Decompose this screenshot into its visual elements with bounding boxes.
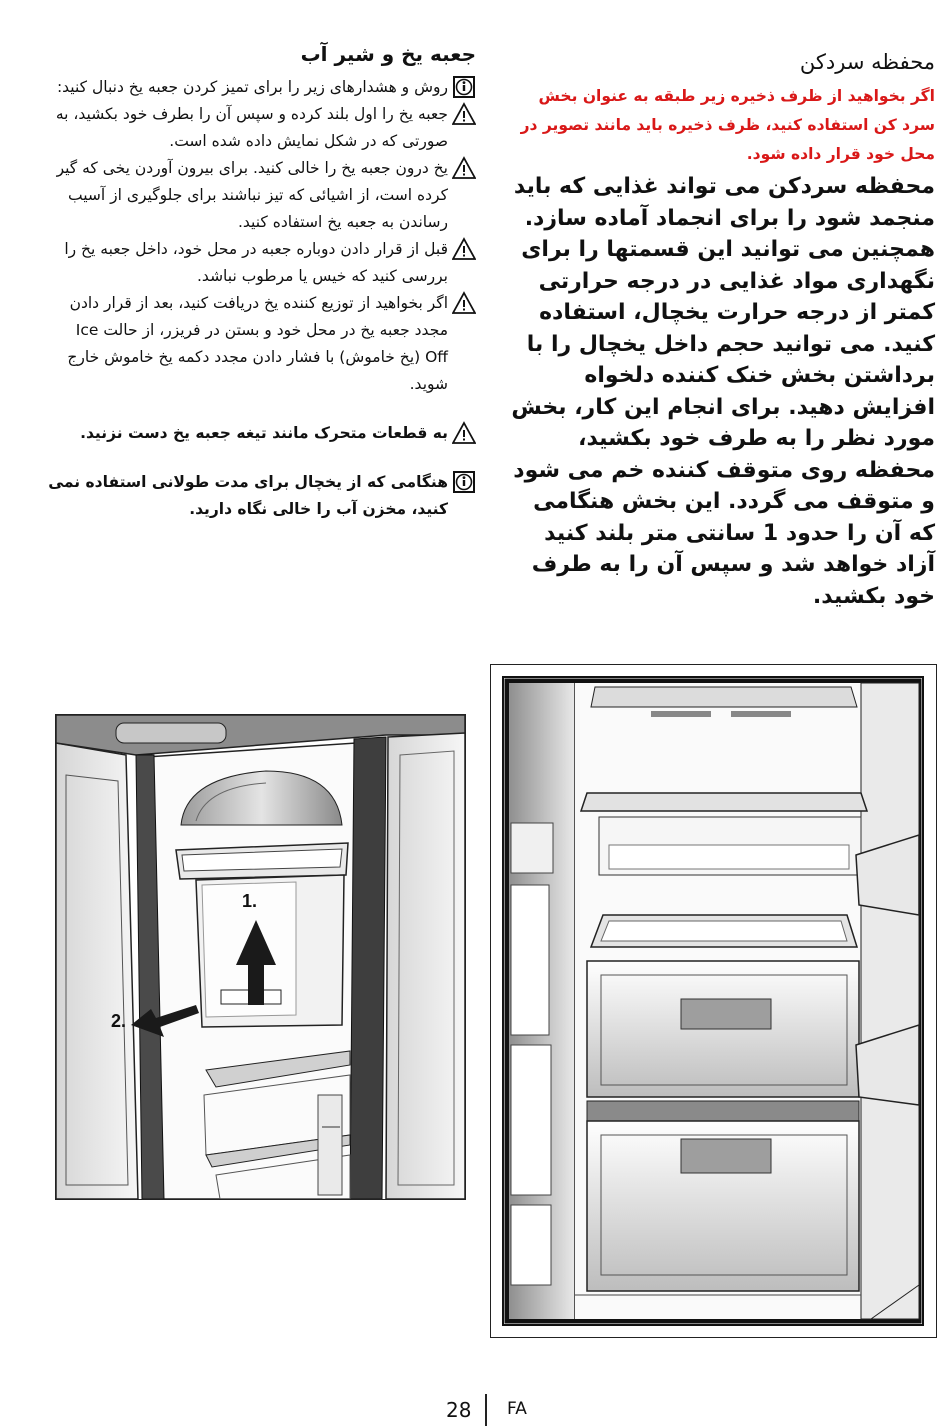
chiller-body: محفظه سردکن می تواند غذایی که باید منجمد شود را برای انجماد آماده سازد. همچنین می توانید این قسمتها را برای نگهداری مواد غذایی در درجه حرارتی کمتر از درجه حرارت یخچال، استفاده کنید. می توانید حجم داخل یخچال را با برداشتن بخش خنک کننده دلخواه افزایش دهید. برای انجام این کار، بخش مورد نظر را به طرف خود بکشید، محفظه روی متوقف کننده خم می شود و متوقف می گردد. این بخش هنگامی که آن را حدود 1 سانتی متر بلند کنید آزاد خواهد شد و سپس آن را به طرف خود بکشید. xyxy=(511,174,935,609)
warning-icon xyxy=(452,237,476,261)
footer-divider xyxy=(485,1394,487,1426)
warning-item xyxy=(48,420,476,447)
step-1-label: 1. xyxy=(242,891,258,911)
info-item xyxy=(48,469,476,523)
icebox-figure xyxy=(55,714,466,1200)
chiller-section xyxy=(505,50,935,612)
step-2-label: 2. xyxy=(111,1011,127,1031)
icebox-title: جعبه یخ و شیر آب xyxy=(300,42,476,66)
chiller-figure xyxy=(490,664,937,1338)
info-icon xyxy=(452,75,476,99)
page-number: 28 xyxy=(446,1398,472,1422)
info-item xyxy=(48,74,476,101)
warning-text: قبل از قرار دادن دوباره جعبه در محل خود، داخل جعبه یخ را بررسی کنید که خیس یا مرطوب نباشد. xyxy=(64,240,448,285)
warning-item xyxy=(48,236,476,290)
chiller-red-note: اگر بخواهید از ظرف ذخیره زیر طبقه به عنوان بخش سرد کن استفاده کنید، ظرف ذخیره باید مانند تصویر در محل خود قرار داده شود. xyxy=(520,87,935,163)
warning-item xyxy=(48,155,476,236)
warning-icon xyxy=(452,421,476,445)
warning-text: به قطعات متحرک مانند تیغه جعبه یخ دست نزنید. xyxy=(80,424,448,442)
info-text: هنگامی که از یخچال برای مدت طولانی استفاده نمی کنید، مخزن آب را خالی نگاه دارید. xyxy=(48,473,448,518)
icebox-section xyxy=(48,42,476,523)
chiller-title: محفظه سردکن xyxy=(799,50,935,74)
warning-icon xyxy=(452,156,476,180)
info-icon xyxy=(452,470,476,494)
warning-text: اگر بخواهید از توزیع کننده یخ دریافت کنید، بعد از قرار دادن مجدد جعبه یخ در محل خود و بستن در فریزر، از حالت Ice Off (یخ خاموش) با فشار دادن مجدد دکمه یخ خاموش خارج شوید. xyxy=(67,294,448,393)
warning-text: یخ درون جعبه یخ را خالی کنید. برای بیرون آوردن یخی که گیر کرده است، از اشیائی که تیز نباشند برای جلوگیری از آسیب رساندن به جعبه یخ استفاده کنید. xyxy=(56,159,448,231)
icebox-illustration xyxy=(56,715,465,1199)
warning-text: جعبه یخ را اول بلند کرده و سپس آن را بطرف خود بکشید، به صورتی که در شکل نمایش داده شده است. xyxy=(55,105,448,150)
warning-icon xyxy=(452,291,476,315)
info-text: روش و هشدارهای زیر را برای تمیز کردن جعبه یخ دنبال کنید: xyxy=(56,78,448,96)
fridge-illustration xyxy=(491,665,936,1337)
warning-icon xyxy=(452,102,476,126)
warning-item xyxy=(48,101,476,155)
warning-item xyxy=(48,290,476,398)
language-code: FA xyxy=(507,1399,527,1419)
